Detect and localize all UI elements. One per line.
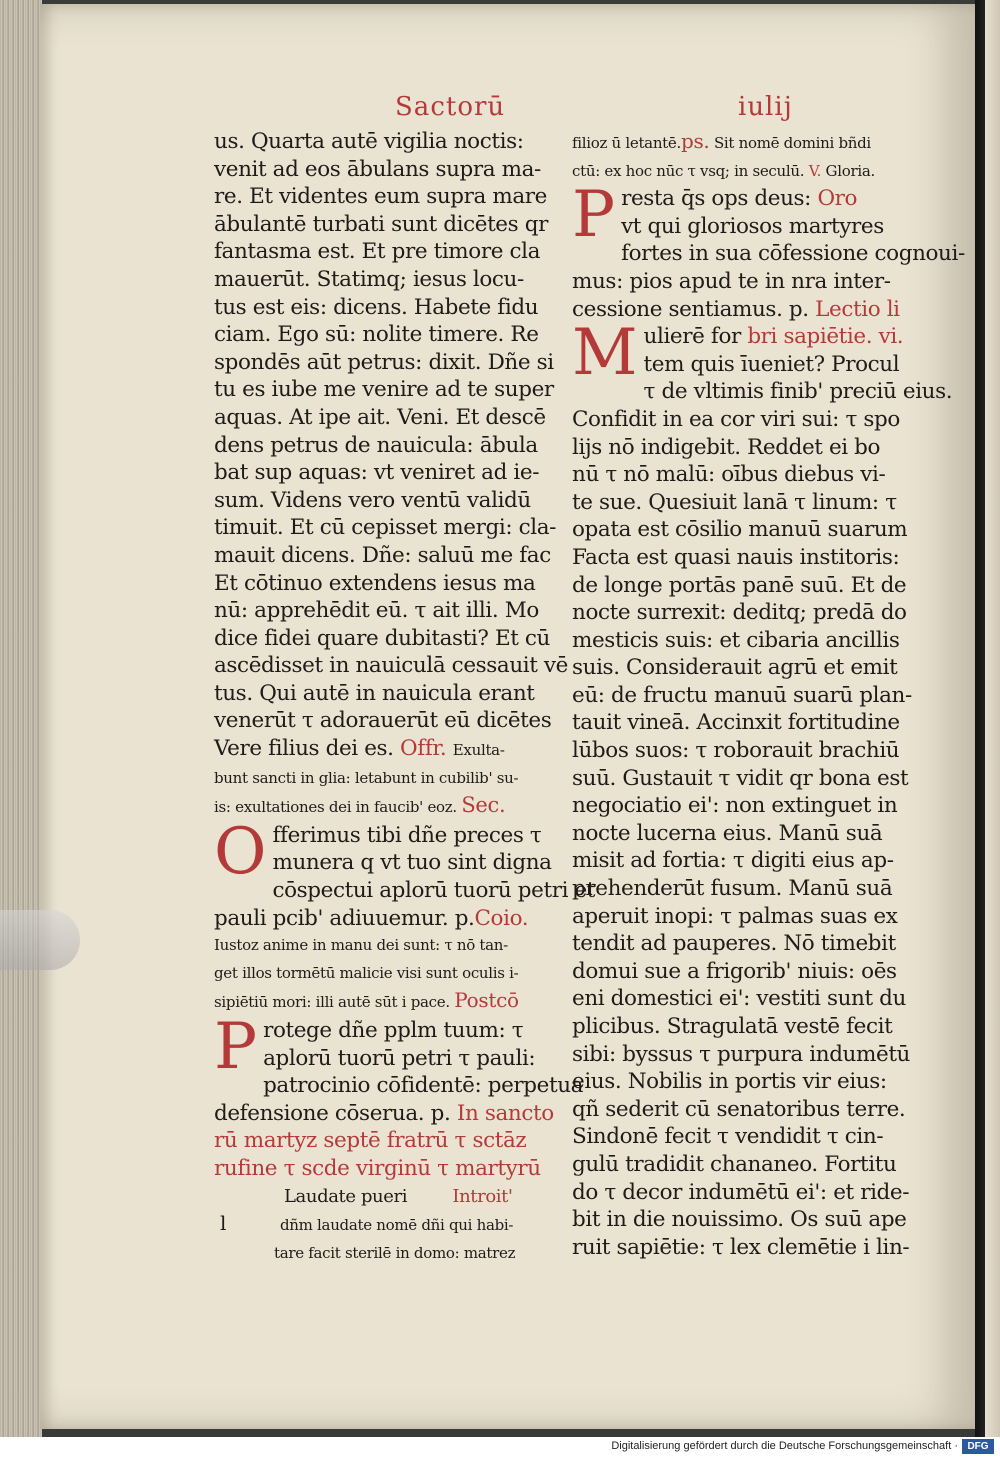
text-line: tu es iube me venire ad te super (214, 377, 554, 403)
text-line (572, 296, 917, 324)
text-line: sibi: byssus τ purpura indumētū (572, 1041, 911, 1067)
text-line: ābulantē turbati sunt dicētes qr (214, 211, 548, 237)
text-fragment: ulierē for (643, 324, 741, 350)
text-line: bit in die nouissimo. Os suū ape (572, 1207, 907, 1233)
lesson-text (572, 316, 953, 1261)
initial-letter: O (214, 814, 267, 889)
text-line: fortes in sua cōfessione cognoui- (621, 241, 965, 267)
text-line: de longe portās panē suū. Et de (572, 572, 907, 598)
text-line: do τ decor indumētū ei': et ride- (572, 1179, 910, 1205)
feast-rubric: In sancto (456, 1100, 554, 1126)
text-line: dice fidei quare dubitasti? Et cū (214, 625, 551, 651)
left-column (214, 128, 596, 1267)
text-fragment: Sit nomē domini bñdi (713, 134, 871, 152)
text-fragment: Vere filius dei es. (214, 736, 394, 762)
text-line: eius. Nobilis in portis vir eius: (572, 1069, 887, 1095)
text-line: mauit dicens. Dñe: saluū me fac (214, 542, 551, 568)
text-line: sum. Videns vero ventū validū (214, 487, 531, 513)
text-line: tendit ad pauperes. Nō timebit (572, 931, 896, 957)
text-line: mauerūt. Statimq; iesus locu- (214, 266, 524, 292)
chant-line (214, 987, 559, 1017)
running-head-left: Sactorū (395, 92, 506, 122)
text-line: nū: apprehēdit eū. τ ait illi. Mo (214, 598, 539, 624)
text-line: fantasma est. Et pre timore cla (214, 239, 541, 265)
chant-line (214, 1210, 559, 1240)
text-line: ruit sapiētie: τ lex clemētie i lin- (572, 1234, 910, 1260)
text-line: lūbos suos: τ roborauit brachiū (572, 738, 900, 764)
text-line: Facta est quasi nauis institoris: (572, 544, 900, 570)
next-page-edge (975, 0, 1000, 1437)
secret-label: Sec. (461, 793, 506, 818)
text-line: suū. Gustauit τ vidit qr bona est (572, 765, 909, 791)
text-line (214, 905, 559, 933)
text-line: tauit vineā. Accinxit fortitudine (572, 710, 900, 736)
lesson-label: Lectio li (815, 296, 900, 322)
secret-prayer (214, 814, 596, 932)
funding-credit: Digitalisierung gefördert durch die Deutsche Forschungsgemeinschaft · (611, 1440, 958, 1452)
text-fragment: filioz ū letantē. (572, 134, 681, 152)
text-line: patrocinio cōfidentē: perpetua (263, 1073, 584, 1099)
initial-letter: M (572, 316, 638, 391)
postcommunion-prayer (214, 1010, 584, 1127)
text-line: aquas. At ipe ait. Veni. Et descē (214, 404, 546, 430)
text-line: qñ sederit cū senatoribus terre. (572, 1096, 906, 1122)
text-line: fferimus tibi dñe preces τ (272, 822, 542, 848)
chant-line: tare facit sterilē in domo: matrez (274, 1243, 516, 1262)
text-line: spondēs aūt petrus: dixit. Dñe si (214, 349, 554, 375)
introit-incipit: Laudate pueri (284, 1185, 408, 1207)
chant-line: bunt sancti in glia: letabunt in cubilib' su- (214, 768, 519, 787)
text-line: vt qui gloriosos martyres (621, 213, 884, 239)
text-line: nū τ nō malū: oībus diebus vi- (572, 462, 886, 488)
text-line (214, 1100, 559, 1128)
text-line: eni domestici ei': vestiti sunt du (572, 986, 906, 1012)
text-fragment: Exulta- (452, 741, 505, 760)
text-line: bat sup aquas: vt veniret ad ie- (214, 460, 540, 486)
book-edge (0, 0, 42, 1437)
text-fragment: dñm laudate nomē dñi qui habi- (280, 1216, 514, 1235)
versicle-label: V. (808, 161, 822, 180)
text-line: gulū tradidit chananeo. Fortitu (572, 1151, 897, 1177)
text-line: te sue. Quesiuit lanā τ linum: τ (572, 489, 897, 515)
right-column (572, 128, 965, 1261)
text-line: negociatio ei': non extinguet in (572, 793, 898, 819)
chant-line: get illos tormētū malicie visi sunt oculis i- (214, 963, 519, 982)
text-line: opata est cōsilio manuū suarum (572, 517, 908, 543)
text-line: tus. Qui autē in nauicula erant (214, 680, 535, 706)
text-line: misit ad fortia: τ digiti eius ap- (572, 848, 894, 874)
text-line: eū: de fructu manuū suarū plan- (572, 682, 912, 708)
text-line: aperuit inopi: τ palmas suas ex (572, 903, 898, 929)
text-line: nocte surrexit: deditq; predā do (572, 600, 907, 626)
text-line: aplorū tuorū petri τ pauli: (263, 1045, 536, 1071)
text-line: mus: pios apud te in nra inter- (572, 268, 891, 294)
chant-line: Iustoz anime in manu dei sunt: τ nō tan- (214, 936, 508, 955)
chant-line (572, 128, 917, 158)
text-line: tem quis īueniet? Procul (643, 351, 900, 377)
gospel-text (214, 128, 568, 765)
text-line: timuit. Et cū cepisset mergi: cla- (214, 515, 557, 541)
text-fragment: is: exultationes dei in faucib' eoz. (214, 798, 457, 817)
introit-label: Introit' (452, 1185, 513, 1207)
text-line: Sindonē fecit τ vendidit τ cin- (572, 1124, 884, 1150)
running-head-right: iulij (738, 92, 793, 122)
text-line: dens petrus de nauicula: ābula (214, 432, 538, 458)
feast-rubric: rū martyz septē fratrū τ sctāz (214, 1128, 527, 1154)
psalm-label: ps. (680, 129, 710, 153)
text-fragment: resta q̄s ops deus: (621, 186, 812, 212)
text-line: munera q vt tuo sint digna (272, 850, 552, 876)
text-fragment: pauli pcib' adiuuemur. p. (214, 905, 475, 931)
text-line: Confidit in ea cor viri sui: τ spo (572, 406, 900, 432)
initial-letter: P (214, 1010, 258, 1084)
initial-letter: P (572, 178, 616, 253)
lesson-rubric: bri sapiētie. vi. (747, 324, 904, 350)
text-line: ascēdisset in nauiculā cessauit vē (214, 653, 568, 679)
text-line: mesticis suis: et cibaria ancillis (572, 627, 900, 653)
dfg-logo: DFG (962, 1439, 994, 1454)
oration-label: Oro (817, 186, 858, 212)
postcommunion-label: Postcō (454, 988, 519, 1013)
text-fragment: defensione cōserua. p. (214, 1100, 451, 1126)
text-fragment: sipiētiū mori: illi autē sūt i pace. (214, 993, 450, 1012)
text-line: us. Quarta autē vigilia noctis: (214, 129, 524, 154)
text-fragment: cessione sentiamus. p. (572, 296, 809, 322)
text-line: re. Et videntes eum supra mare (214, 184, 547, 210)
chant-line (214, 792, 559, 822)
text-line: plicibus. Stragulatā vestē fecit (572, 1014, 893, 1039)
communion-label: Coio. (474, 905, 529, 931)
feast-rubric: rufine τ scde virginū τ martyrū (214, 1155, 541, 1181)
collect-prayer (572, 178, 965, 323)
chant-line (572, 158, 917, 186)
text-line: venerūt τ adorauerūt eū dicētes (214, 708, 552, 734)
text-line: domui sue a frigorib' niuis: oēs (572, 958, 897, 984)
text-line: lijs nō indigebit. Reddet ei bo (572, 434, 881, 460)
text-line: suis. Considerauit agrū et emit (572, 655, 898, 681)
offertory-label: Offr. (400, 736, 447, 762)
text-line (572, 185, 917, 213)
text-fragment: Gloria. (825, 161, 875, 180)
page-clip (0, 910, 80, 970)
introit-line (214, 1183, 559, 1211)
text-line: cōspectui aplorū tuorū petri et (272, 878, 596, 904)
text-line (214, 735, 559, 765)
text-fragment: ctū: ex hoc nūc τ vsq; in seculū. (572, 161, 805, 180)
text-line: τ de vltimis finib' preciū eius. (643, 379, 953, 405)
text-line: nocte lucerna eius. Manū suā (572, 820, 883, 846)
text-line: tus est eis: dicens. Habete fidu (214, 294, 539, 320)
chant-marker: l (220, 1211, 227, 1236)
text-line: ciam. Ego sū: nolite timere. Re (214, 322, 539, 348)
text-line: rotege dñe pplm tuum: τ (263, 1018, 524, 1043)
text-line: prehenderūt fusum. Manū suā (572, 876, 893, 902)
text-line: Et cōtinuo extendens iesus ma (214, 570, 536, 596)
text-line: venit ad eos ābulans supra ma- (214, 156, 541, 182)
footer-bar (0, 1437, 1000, 1457)
